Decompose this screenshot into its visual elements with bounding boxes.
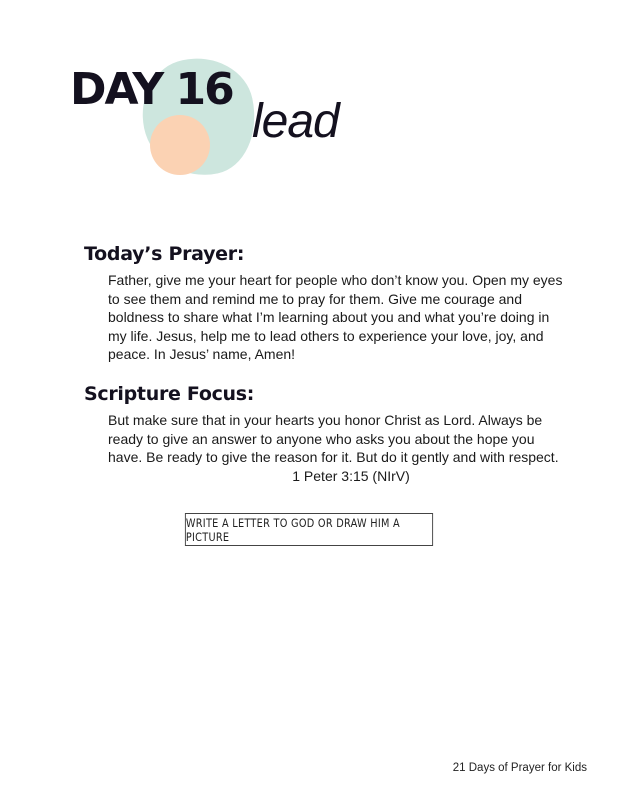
- theme-word: lead: [252, 95, 339, 148]
- scripture-text: But make sure that in your hearts you honor Christ as Lord. Always be ready to give an answer to anyone who asks you about the hope you have. Be ready to give the reason for it. But do it gently and with respect.: [108, 412, 559, 465]
- decorative-peach-circle: [150, 115, 210, 175]
- scripture-reference: 1 Peter 3:15 (NIrV): [292, 468, 410, 484]
- footer-text: 21 Days of Prayer for Kids: [452, 762, 587, 774]
- activity-prompt-box: WRITE A LETTER TO GOD OR DRAW HIM A PICTURE: [185, 513, 433, 546]
- scripture-heading: Scripture Focus:: [84, 383, 255, 405]
- day-title: DAY 16: [70, 64, 233, 115]
- prayer-heading: Today’s Prayer:: [84, 243, 245, 265]
- prayer-text: Father, give me your heart for people who don’t know you. Open my eyes to see them and remind me to pray for them. Give me courage and boldness to share what I’m learning about you and what you’re doing in my life. Jesus, help me to lead others to experience your love, joy, and peace. In Jesus’ name, Amen!: [108, 272, 563, 362]
